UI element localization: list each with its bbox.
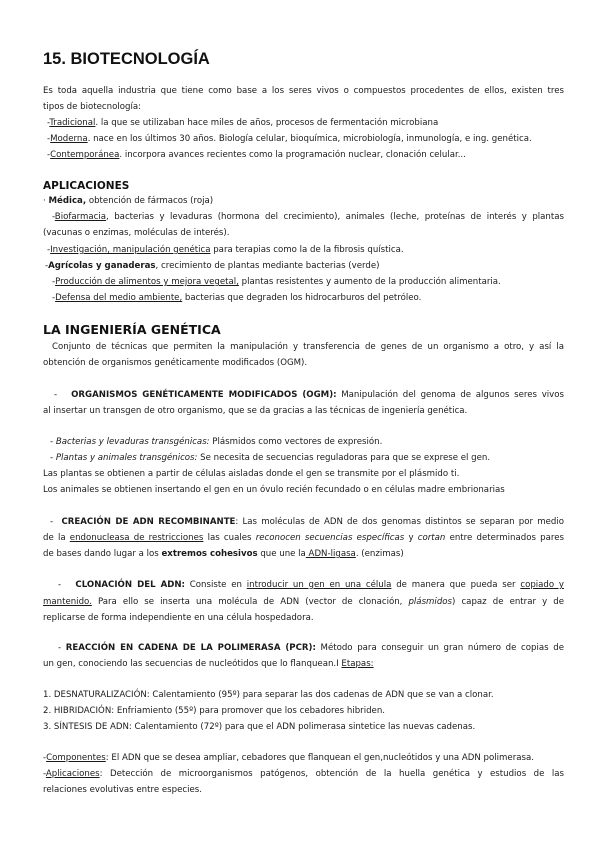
aplicacion-produccion: -Producción de alimentos y mejora vegetal, plantas resistentes y aumento de la producción alimentaria. (52, 277, 501, 287)
type-moderna: -Moderna. nace en los últimos 30 años. Biología celular, bioquímica, microbiología, inmunología, e ing. genética. (47, 134, 532, 144)
ogm-line-1: - ORGANISMOS GENÉTICAMENTE MODIFICADOS (OGM): Manipulación del genoma de algunos seres vivos (54, 390, 564, 400)
biofarmacia-line-1: -Biofarmacia, bacterias y levaduras (hormona del crecimiento), animales (leche, proteínas de interés y plantas (52, 212, 564, 222)
intro-line-2: tipos de biotecnología: (43, 102, 141, 112)
plantas-line: Las plantas se obtienen a partir de células aisladas donde el gen se transmite por el plásmido ti. (43, 469, 460, 479)
adn-line-3: de bases dando lugar a los extremos cohesivos que une la ADN-ligasa. (enzimas) (43, 549, 404, 559)
pcr-step-2: 2. HIBRIDACIÓN: Enfriamiento (55º) para promover que los cebadores hibriden. (43, 706, 386, 716)
ingenieria-heading: LA INGENIERÍA GENÉTICA (43, 322, 221, 337)
pcr-aplicaciones-line-2: relaciones evolutivas entre especies. (43, 785, 202, 795)
aplicaciones-heading: APLICACIONES (43, 180, 130, 192)
aplicacion-defensa: -Defensa del medio ambiente, bacterias que degraden los hidrocarburos del petróleo. (52, 293, 422, 303)
pcr-line-2: un gen, conociendo las secuencias de nucleótidos que lo flanquean.I Etapas: (43, 659, 374, 669)
pcr-componentes: -Componentes: El ADN que se desea ampliar, cebadores que flanquean el gen,nucleótidos y una ADN polimerasa. (43, 753, 534, 763)
page-title: 15. BIOTECNOLOGÍA (43, 50, 210, 68)
adn-line-2: de la endonucleasa de restricciones las cuales reconocen secuencias específicas y cortan entre determinados pares (43, 533, 564, 543)
type-tradicional: -Tradicional. la que se utilizaban hace miles de años, procesos de fermentación microbiana (47, 118, 439, 128)
clonacion-line-2: mantenido. Para ello se inserta una molécula de ADN (vector de clonación, plásmidos) capaz de entrar y de (43, 597, 564, 607)
ogm-line-2: al insertar un transgen de otro organismo, que se da gracias a las técnicas de ingeniería genética. (43, 406, 468, 416)
bacterias-transgenicas: - Bacterias y levaduras transgénicas: Plásmidos como vectores de expresión. (50, 437, 383, 447)
plantas-transgenicas: - Plantas y animales transgénicos: Se necesita de secuencias reguladoras para que se exprese el gen. (50, 453, 491, 463)
aplicacion-agricolas: -Agrícolas y ganaderas, crecimiento de plantas mediante bacterias (verde) (45, 261, 380, 271)
clonacion-line-3: replicarse de forma independiente en una célula hospedadora. (43, 613, 314, 623)
ingenieria-line-2: obtención de organismos genéticamente modificados (OGM). (43, 358, 308, 368)
animales-line: Los animales se obtienen insertando el gen en un óvulo recién fecundado o en células madre embrionarias (43, 485, 505, 495)
type-name: Contemporánea (50, 150, 120, 160)
adn-line-1: - CREACIÓN DE ADN RECOMBINANTE: Las moléculas de ADN de dos genomas distintos se separan por medio (50, 517, 564, 527)
intro-line-1: Es toda aquella industria que tiene como base a los seres vivos o compuestos procedentes de ellos, existen tres (43, 86, 564, 96)
clonacion-line-1: - CLONACIÓN DEL ADN: Consiste en introducir un gen en una célula de manera que pueda ser copiado y (58, 580, 565, 590)
aplicacion-medica: · Médica, obtención de fármacos (roja) (43, 196, 214, 206)
type-contemporanea: -Contemporánea. incorpora avances recientes como la programación nuclear, clonación celular... (47, 150, 466, 160)
type-name: Moderna (50, 134, 88, 144)
biofarmacia-line-2: (vacunas o enzimas, moléculas de interés). (43, 228, 230, 238)
pcr-aplicaciones-line-1: -Aplicaciones: Detección de microorganismos patógenos, obtención de la huella genética y estudios de las (43, 769, 564, 779)
pcr-step-1: 1. DESNATURALIZACIÓN: Calentamiento (95º) para separar las dos cadenas de ADN que se van a clonar. (43, 690, 494, 700)
pcr-step-3: 3. SÍNTESIS DE ADN: Calentamiento (72º) para que el ADN polimerasa sintetice las nuevas cadenas. (43, 722, 476, 732)
pcr-line-1: - REACCIÓN EN CADENA DE LA POLIMERASA (PCR): Método para conseguir un gran número de copias de (58, 643, 564, 653)
ingenieria-line-1: Conjunto de técnicas que permiten la manipulación y transferencia de genes de un organismo a otro, y así la (52, 342, 564, 352)
aplicacion-investigacion: -Investigación, manipulación genética para terapias como la de la fibrosis quística. (47, 245, 404, 255)
type-name: Tradicional (49, 118, 96, 128)
